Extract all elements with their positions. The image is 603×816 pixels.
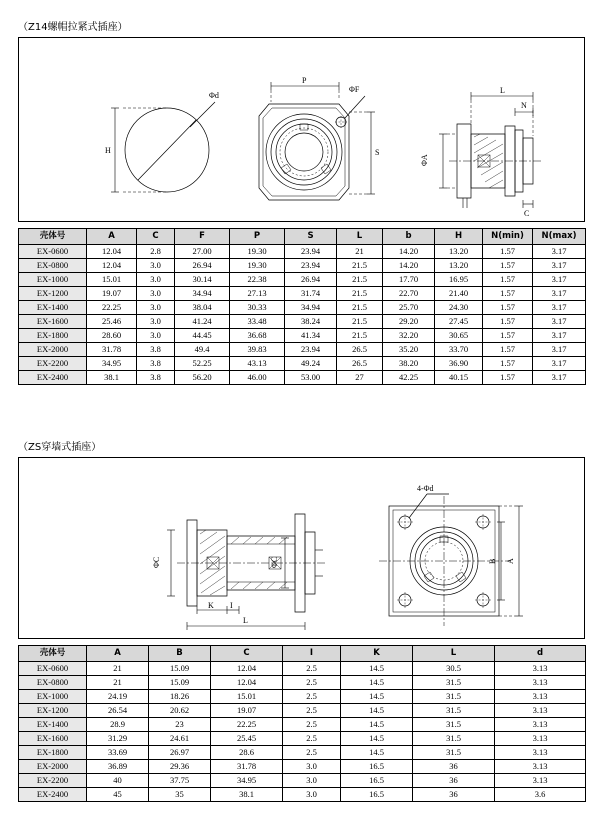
cell: 3.13 bbox=[495, 760, 586, 774]
cell: 27.45 bbox=[435, 315, 483, 329]
section-zs bbox=[0, 438, 603, 802]
cell: 12.04 bbox=[211, 662, 283, 676]
label-phi-A: ΦA bbox=[420, 154, 429, 166]
cell: 24.19 bbox=[87, 690, 149, 704]
cell: 53.00 bbox=[285, 371, 337, 385]
cell: 3.17 bbox=[533, 315, 586, 329]
cell: 2.5 bbox=[283, 690, 341, 704]
cell: 34.94 bbox=[175, 287, 230, 301]
cell: 2.5 bbox=[283, 746, 341, 760]
cell: 23 bbox=[149, 718, 211, 732]
cell: 30.5 bbox=[413, 662, 495, 676]
cell: EX-1200 bbox=[19, 287, 87, 301]
cell: 23.94 bbox=[285, 245, 337, 259]
cell: 31.5 bbox=[413, 676, 495, 690]
cell: EX-0600 bbox=[19, 662, 87, 676]
cell: 16.95 bbox=[435, 273, 483, 287]
cell: 14.20 bbox=[383, 259, 435, 273]
label-C: C bbox=[524, 209, 530, 218]
cell: 41.24 bbox=[175, 315, 230, 329]
cell: 3.17 bbox=[533, 287, 586, 301]
cell: 22.70 bbox=[383, 287, 435, 301]
cell: 40.15 bbox=[435, 371, 483, 385]
cell: 36.90 bbox=[435, 357, 483, 371]
cell: 26.94 bbox=[175, 259, 230, 273]
table-row bbox=[19, 259, 586, 273]
cell: 33.70 bbox=[435, 343, 483, 357]
cell: 26.97 bbox=[149, 746, 211, 760]
cell: 3.8 bbox=[137, 371, 175, 385]
cell: 44.45 bbox=[175, 329, 230, 343]
col-header: 壳体号 bbox=[19, 229, 87, 245]
cell: 13.20 bbox=[435, 259, 483, 273]
cell: 38.20 bbox=[383, 357, 435, 371]
cell: EX-2200 bbox=[19, 357, 87, 371]
col-header: H bbox=[435, 229, 483, 245]
cell: 26.5 bbox=[337, 357, 383, 371]
cell: 22.25 bbox=[211, 718, 283, 732]
cell: 27.13 bbox=[230, 287, 285, 301]
table-row bbox=[19, 245, 586, 259]
cell: 29.20 bbox=[383, 315, 435, 329]
cell: 36 bbox=[413, 760, 495, 774]
cell: 3.13 bbox=[495, 774, 586, 788]
cell: 3.0 bbox=[137, 315, 175, 329]
section-title-zs: （ZS穿墙式插座） bbox=[18, 442, 102, 453]
cell: 1.57 bbox=[483, 357, 533, 371]
cell: 46.00 bbox=[230, 371, 285, 385]
col-header: K bbox=[341, 646, 413, 662]
table-row bbox=[19, 718, 586, 732]
cell: 3.13 bbox=[495, 704, 586, 718]
table-row bbox=[19, 746, 586, 760]
table-header-row bbox=[19, 646, 586, 662]
label-H: H bbox=[105, 146, 111, 155]
cell: 15.09 bbox=[149, 676, 211, 690]
cell: 38.1 bbox=[87, 371, 137, 385]
table-row bbox=[19, 788, 586, 802]
cell: 36 bbox=[413, 788, 495, 802]
cell: 21.5 bbox=[337, 259, 383, 273]
cell: 18.26 bbox=[149, 690, 211, 704]
table-row bbox=[19, 760, 586, 774]
cell: 20.62 bbox=[149, 704, 211, 718]
cell: 31.78 bbox=[211, 760, 283, 774]
cell: 30.65 bbox=[435, 329, 483, 343]
cell: EX-2200 bbox=[19, 774, 87, 788]
cell: 21.5 bbox=[337, 301, 383, 315]
col-header: C bbox=[137, 229, 175, 245]
cell: EX-2400 bbox=[19, 371, 87, 385]
cell: 21 bbox=[87, 662, 149, 676]
table-row bbox=[19, 273, 586, 287]
cell: 31.5 bbox=[413, 704, 495, 718]
cell: 21.5 bbox=[337, 273, 383, 287]
cell: 21.40 bbox=[435, 287, 483, 301]
cell: 29.36 bbox=[149, 760, 211, 774]
cell: 49.24 bbox=[285, 357, 337, 371]
cell: 3.17 bbox=[533, 329, 586, 343]
cell: 24.61 bbox=[149, 732, 211, 746]
cell: 14.5 bbox=[341, 746, 413, 760]
label-L: L bbox=[243, 616, 248, 625]
cell: 14.5 bbox=[341, 690, 413, 704]
cell: 3.0 bbox=[137, 287, 175, 301]
cell: 35.20 bbox=[383, 343, 435, 357]
cell: 30.33 bbox=[230, 301, 285, 315]
cell: 1.57 bbox=[483, 245, 533, 259]
cell: 37.75 bbox=[149, 774, 211, 788]
cell: 2.8 bbox=[137, 245, 175, 259]
cell: 3.8 bbox=[137, 357, 175, 371]
cell: 35 bbox=[149, 788, 211, 802]
table-row bbox=[19, 287, 586, 301]
figure-z14-drawing bbox=[19, 38, 584, 221]
cell: 30.14 bbox=[175, 273, 230, 287]
cell: EX-1600 bbox=[19, 315, 87, 329]
table-row bbox=[19, 315, 586, 329]
cell: 3.8 bbox=[137, 343, 175, 357]
cell: 1.57 bbox=[483, 371, 533, 385]
cell: 31.5 bbox=[413, 746, 495, 760]
cell: 52.25 bbox=[175, 357, 230, 371]
cell: 16.5 bbox=[341, 788, 413, 802]
cell: 36 bbox=[413, 774, 495, 788]
cell: 28.6 bbox=[211, 746, 283, 760]
label-P: P bbox=[302, 76, 307, 85]
cell: 23.94 bbox=[285, 259, 337, 273]
cell: 36.68 bbox=[230, 329, 285, 343]
figure-z14 bbox=[18, 37, 585, 222]
cell: 14.5 bbox=[341, 718, 413, 732]
cell: 3.0 bbox=[137, 301, 175, 315]
col-header: L bbox=[413, 646, 495, 662]
cell: 14.5 bbox=[341, 676, 413, 690]
cell: 2.5 bbox=[283, 732, 341, 746]
spec-table-z14 bbox=[18, 228, 586, 385]
cell: EX-2400 bbox=[19, 788, 87, 802]
cell: 3.13 bbox=[495, 662, 586, 676]
cell: 25.46 bbox=[87, 315, 137, 329]
cell: 3.0 bbox=[283, 760, 341, 774]
cell: 1.57 bbox=[483, 301, 533, 315]
spec-table-zs bbox=[18, 645, 586, 802]
cell: 14.5 bbox=[341, 732, 413, 746]
table-row bbox=[19, 343, 586, 357]
cell: 2.5 bbox=[283, 718, 341, 732]
label-S: S bbox=[375, 148, 380, 157]
cell: 26.94 bbox=[285, 273, 337, 287]
cell: 23.94 bbox=[285, 343, 337, 357]
cell: 21.5 bbox=[337, 287, 383, 301]
cell: EX-0600 bbox=[19, 245, 87, 259]
cell: 31.78 bbox=[87, 343, 137, 357]
cell: EX-2000 bbox=[19, 760, 87, 774]
cell: 24.30 bbox=[435, 301, 483, 315]
cell: 25.45 bbox=[211, 732, 283, 746]
cell: 15.01 bbox=[87, 273, 137, 287]
cell: 14.5 bbox=[341, 662, 413, 676]
cell: 45 bbox=[87, 788, 149, 802]
label-L: L bbox=[500, 86, 505, 95]
cell: 27 bbox=[337, 371, 383, 385]
cell: 25.70 bbox=[383, 301, 435, 315]
table-row bbox=[19, 329, 586, 343]
cell: 21.5 bbox=[337, 329, 383, 343]
cell: 15.01 bbox=[211, 690, 283, 704]
col-header: S bbox=[285, 229, 337, 245]
cell: 1.57 bbox=[483, 343, 533, 357]
cell: 33.48 bbox=[230, 315, 285, 329]
cell: EX-1600 bbox=[19, 732, 87, 746]
cell: EX-0800 bbox=[19, 676, 87, 690]
cell: 1.57 bbox=[483, 315, 533, 329]
cell: 3.17 bbox=[533, 371, 586, 385]
cell: 49.4 bbox=[175, 343, 230, 357]
cell: EX-1800 bbox=[19, 746, 87, 760]
cell: 31.74 bbox=[285, 287, 337, 301]
cell: 3.0 bbox=[283, 788, 341, 802]
cell: 39.83 bbox=[230, 343, 285, 357]
cell: 17.70 bbox=[383, 273, 435, 287]
cell: 31.5 bbox=[413, 732, 495, 746]
table-row bbox=[19, 732, 586, 746]
col-header: F bbox=[175, 229, 230, 245]
table-row bbox=[19, 704, 586, 718]
cell: EX-1400 bbox=[19, 718, 87, 732]
cell: 3.17 bbox=[533, 357, 586, 371]
label-phi-F: ΦF bbox=[349, 85, 360, 94]
table-row bbox=[19, 357, 586, 371]
cell: 15.09 bbox=[149, 662, 211, 676]
cell: 31.29 bbox=[87, 732, 149, 746]
label-phi-C-left: ΦC bbox=[152, 556, 161, 568]
cell: 3.0 bbox=[283, 774, 341, 788]
cell: 19.30 bbox=[230, 259, 285, 273]
cell: 3.6 bbox=[495, 788, 586, 802]
cell: 3.13 bbox=[495, 718, 586, 732]
cell: 2.5 bbox=[283, 676, 341, 690]
label-phi-C-right: ΦC bbox=[270, 556, 279, 568]
col-header: N(max) bbox=[533, 229, 586, 245]
cell: 26.5 bbox=[337, 343, 383, 357]
cell: 1.57 bbox=[483, 273, 533, 287]
section-z14 bbox=[0, 18, 603, 385]
label-B: B bbox=[488, 558, 497, 564]
cell: 3.0 bbox=[137, 259, 175, 273]
cell: 3.13 bbox=[495, 732, 586, 746]
cell: 38.04 bbox=[175, 301, 230, 315]
cell: 3.13 bbox=[495, 676, 586, 690]
cell: 19.07 bbox=[211, 704, 283, 718]
cell: 19.30 bbox=[230, 245, 285, 259]
cell: 16.5 bbox=[341, 760, 413, 774]
col-header: I bbox=[283, 646, 341, 662]
cell: 31.5 bbox=[413, 718, 495, 732]
cell: 21 bbox=[87, 676, 149, 690]
section-title-z14: （Z14螺帽拉紧式插座） bbox=[18, 22, 128, 33]
label-phi-d: Φd bbox=[209, 91, 219, 100]
cell: EX-0800 bbox=[19, 259, 87, 273]
col-header: L bbox=[337, 229, 383, 245]
cell: 41.34 bbox=[285, 329, 337, 343]
cell: 3.17 bbox=[533, 301, 586, 315]
cell: 19.07 bbox=[87, 287, 137, 301]
cell: 1.57 bbox=[483, 329, 533, 343]
cell: 3.17 bbox=[533, 273, 586, 287]
cell: 34.95 bbox=[211, 774, 283, 788]
cell: 38.24 bbox=[285, 315, 337, 329]
cell: EX-1000 bbox=[19, 273, 87, 287]
cell: 3.17 bbox=[533, 259, 586, 273]
cell: 26.54 bbox=[87, 704, 149, 718]
cell: 16.5 bbox=[341, 774, 413, 788]
cell: 14.5 bbox=[341, 704, 413, 718]
cell: 14.20 bbox=[383, 245, 435, 259]
cell: 22.25 bbox=[87, 301, 137, 315]
cell: 36.89 bbox=[87, 760, 149, 774]
col-header: N(min) bbox=[483, 229, 533, 245]
cell: 1.57 bbox=[483, 287, 533, 301]
cell: 2.5 bbox=[283, 704, 341, 718]
table-header-row bbox=[19, 229, 586, 245]
cell: 28.60 bbox=[87, 329, 137, 343]
cell: 33.69 bbox=[87, 746, 149, 760]
col-header: P bbox=[230, 229, 285, 245]
label-A: A bbox=[506, 558, 515, 564]
table-row bbox=[19, 690, 586, 704]
cell: 3.13 bbox=[495, 746, 586, 760]
col-header: C bbox=[211, 646, 283, 662]
col-header: b bbox=[383, 229, 435, 245]
figure-zs-drawing bbox=[19, 458, 584, 638]
table-row bbox=[19, 676, 586, 690]
table-row bbox=[19, 301, 586, 315]
cell: 22.38 bbox=[230, 273, 285, 287]
col-header: d bbox=[495, 646, 586, 662]
cell: 12.04 bbox=[87, 259, 137, 273]
cell: 56.20 bbox=[175, 371, 230, 385]
table-row bbox=[19, 371, 586, 385]
cell: 2.5 bbox=[283, 662, 341, 676]
cell: 32.20 bbox=[383, 329, 435, 343]
cell: EX-1800 bbox=[19, 329, 87, 343]
label-I: I bbox=[230, 601, 233, 610]
col-header: A bbox=[87, 646, 149, 662]
cell: EX-1000 bbox=[19, 690, 87, 704]
cell: 13.20 bbox=[435, 245, 483, 259]
label-K: K bbox=[208, 601, 214, 610]
cell: EX-1200 bbox=[19, 704, 87, 718]
cell: 1.57 bbox=[483, 259, 533, 273]
cell: 3.17 bbox=[533, 245, 586, 259]
cell: 3.0 bbox=[137, 329, 175, 343]
col-header: B bbox=[149, 646, 211, 662]
label-4-phi-d: 4-Φd bbox=[417, 484, 434, 493]
table-row bbox=[19, 774, 586, 788]
cell: 3.17 bbox=[533, 343, 586, 357]
table-row bbox=[19, 662, 586, 676]
cell: 34.95 bbox=[87, 357, 137, 371]
cell: 43.13 bbox=[230, 357, 285, 371]
cell: 12.04 bbox=[87, 245, 137, 259]
cell: 21.5 bbox=[337, 315, 383, 329]
cell: 27.00 bbox=[175, 245, 230, 259]
cell: 31.5 bbox=[413, 690, 495, 704]
figure-zs bbox=[18, 457, 585, 639]
cell: 40 bbox=[87, 774, 149, 788]
cell: 34.94 bbox=[285, 301, 337, 315]
cell: EX-1400 bbox=[19, 301, 87, 315]
cell: 42.25 bbox=[383, 371, 435, 385]
cell: 12.04 bbox=[211, 676, 283, 690]
cell: EX-2000 bbox=[19, 343, 87, 357]
cell: 3.0 bbox=[137, 273, 175, 287]
col-header: 壳体号 bbox=[19, 646, 87, 662]
label-N: N bbox=[521, 101, 527, 110]
cell: 3.13 bbox=[495, 690, 586, 704]
cell: 21 bbox=[337, 245, 383, 259]
cell: 28.9 bbox=[87, 718, 149, 732]
col-header: A bbox=[87, 229, 137, 245]
cell: 38.1 bbox=[211, 788, 283, 802]
